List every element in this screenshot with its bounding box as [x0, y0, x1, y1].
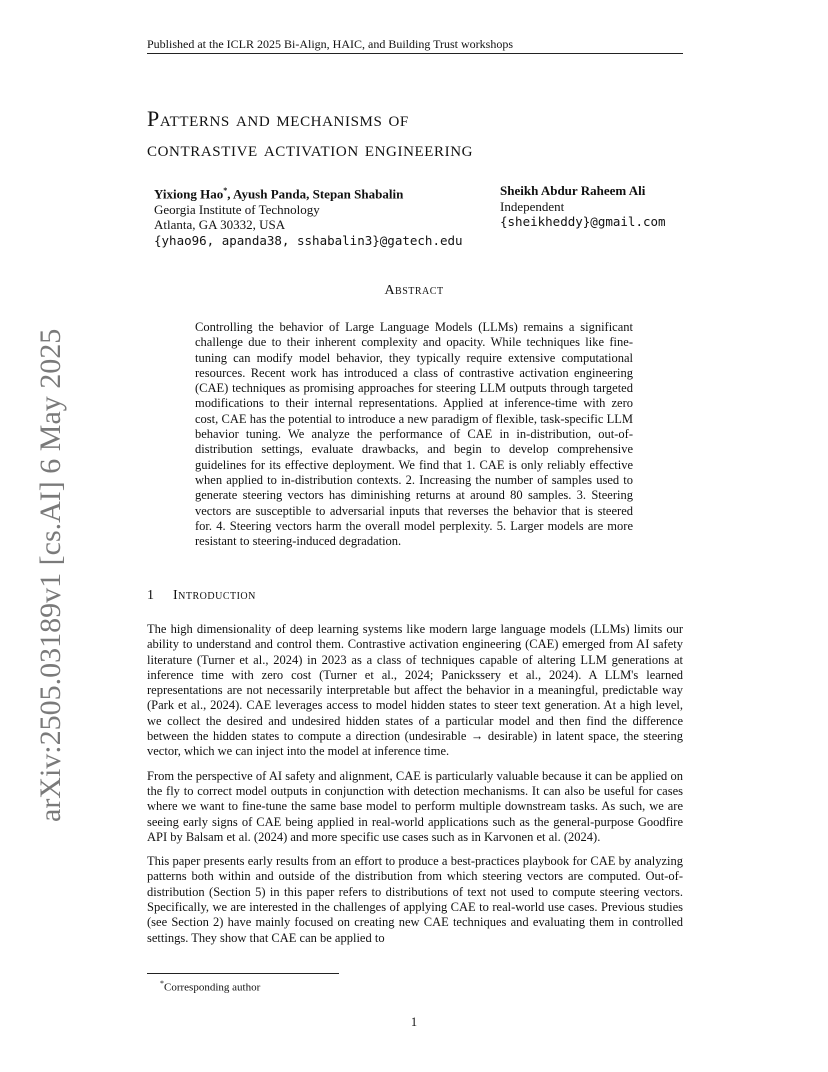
page-number: 1 — [410, 1015, 418, 1029]
arxiv-identifier: arXiv:2505.03189v1 [cs.AI] 6 May 2025 — [34, 328, 67, 822]
corresponding-mark: * — [223, 186, 228, 195]
section-heading — [147, 588, 683, 604]
running-header: Published at the ICLR 2025 Bi-Align, HAIC, and Building Trust workshops — [147, 37, 514, 51]
first-author: Yixiong Hao — [154, 186, 224, 202]
title-line-1: Patterns and mechanisms of — [147, 106, 409, 131]
author-email: {sheikheddy}@gmail.com — [500, 214, 666, 229]
paragraph: From the perspective of AI safety and alignment, CAE is particularly valuable because it can be applied on the fly to correct model outputs in conjunction with detection mechanisms. It can also be useful for cases where we want to fine-tune the same base model to perform multiple downstream tasks. As such, we are seeing early signs of CAE being applied in real-world applications such as the general-purpose Goodfire API by Balsam et al. (2024) and more specific use cases such as in Karvonen et al. (2024). — [147, 768, 683, 844]
header-rule — [147, 53, 683, 54]
introduction-body — [147, 622, 683, 955]
paragraph: This paper presents early results from an effort to produce a best-practices playbook for CAE by analyzing patterns both within and outside of the distribution from which steering vectors are computed. Out-of-distribution (Section 5) in this paper refers to distributions of text not used to compute steering vectors. Specifically, we are interested in the challenges of applying CAE to real-world use cases. Previous studies (see Section 2) have mainly focused on creating new CAE techniques and evaluating them in controlled settings. They show that CAE can be applied to — [147, 854, 683, 945]
footnote — [160, 977, 260, 995]
author-email: {yhao96, apanda38, sshabalin3}@gatech.edu — [154, 232, 463, 248]
abstract-heading: Abstract — [384, 283, 444, 298]
author-address: Atlanta, GA 30332, USA — [154, 217, 286, 233]
author-names — [154, 183, 494, 202]
title-line-2: contrastive activation engineering — [147, 136, 474, 161]
author-block-right — [500, 183, 700, 230]
footnote-rule — [147, 973, 339, 974]
footnote-text: Corresponding author — [164, 981, 261, 994]
paper-title — [147, 104, 667, 164]
footnote-mark: * — [160, 979, 164, 988]
abstract-text: Controlling the behavior of Large Language Models (LLMs) remains a significant challenge due to their inherent complexity and opacity. While techniques like fine-tuning can modify model behavior, they typically require extensive computational resources. Recent work has introduced a class of contrastive activation engineering (CAE) techniques as promising approaches for steering LLM outputs through targeted modifications to their internal representations. Applied at inference-time with zero cost, CAE has the potential to introduce a new paradigm of flexible, task-specific LLM behavior tuning. We analyze the performance of CAE in in-distribution, out-of-distribution settings, evaluate drawbacks, and begin to develop comprehensive guidelines for its effective deployment. We find that 1. CAE is only reliably effective when applied to in-distribution contexts. 2. Increasing the number of samples used to generate steering vectors has diminishing returns at around 80 samples. 3. Steering vectors are susceptible to adversarial inputs that reverses the behavior that is steered for. 4. Steering vectors harm the overall model perplexity. 5. Larger models are more resistant to steering-induced degradation. — [195, 320, 633, 549]
section-title: Introduction — [173, 588, 256, 603]
author-affiliation: Independent — [500, 198, 565, 214]
author-name: Sheikh Abdur Raheem Ali — [500, 183, 646, 198]
section-number: 1 — [147, 588, 154, 603]
author-affiliation: Georgia Institute of Technology — [154, 201, 320, 217]
author-block-left — [154, 183, 494, 248]
coauthors: , Ayush Panda, Stepan Shabalin — [227, 186, 404, 202]
paragraph: The high dimensionality of deep learning systems like modern large language models (LLMs) limits our ability to understand and control them. Contrastive activation engineering (CAE) emerged from AI safety literature (Turner et al., 2024) in 2023 as a class of techniques capable of altering LLM generations at inference time with zero cost (Turner et al., 2024; Panickssery et al., 2024). A LLM's learned representations are not necessarily interpretable but affect the behavior in a meaningful, predictable way (Park et al., 2024). CAE leverages access to model hidden states to steer text generation. At a high level, we collect the desired and undesired hidden states of a particular model and then find the difference between the hidden states to compute a direction (undesirable → desirable) in latent space, the steering vector, which we can inject into the model at inference time. — [147, 622, 683, 759]
